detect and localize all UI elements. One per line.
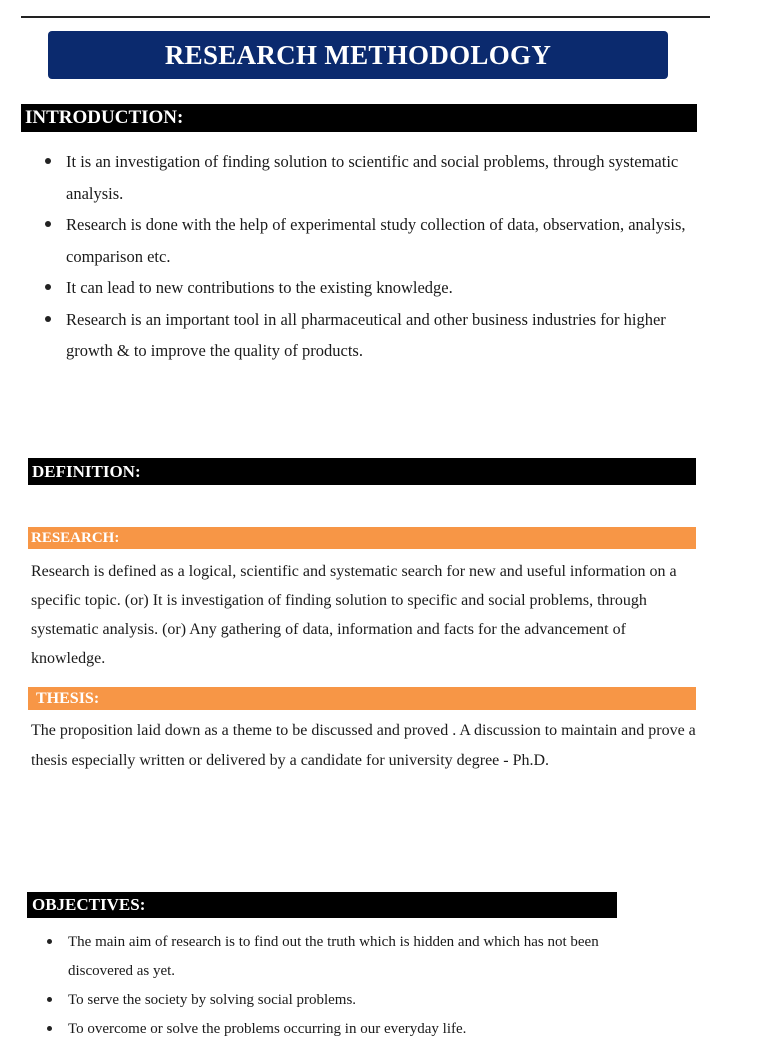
introduction-heading-bar <box>21 104 697 132</box>
title-banner <box>48 31 668 79</box>
list-item: To overcome or solve the problems occurring in our everyday life. <box>44 1015 624 1044</box>
definition-heading: DEFINITION: <box>32 461 141 481</box>
research-definition-text: Research is defined as a logical, scientific and systematic search for new and useful information on a specific topic. (or) It is investigation of finding solution to specific and social problems, through systematic analysis. (or) Any gathering of data, information and facts for the advancement of knowledge. <box>31 563 677 667</box>
list-item: Research is an important tool in all pharmaceutical and other business industries for higher growth & to improve the quality of products. <box>42 304 692 367</box>
thesis-label: THESIS: <box>36 689 100 707</box>
list-item: It is an investigation of finding solution to scientific and social problems, through systematic analysis. <box>42 146 692 209</box>
list-item: Research is done with the help of experimental study collection of data, observation, analysis, comparison etc. <box>42 209 692 272</box>
introduction-heading: INTRODUCTION: <box>25 107 184 128</box>
objectives-heading: OBJECTIVES: <box>32 895 146 914</box>
objectives-list <box>44 928 624 1044</box>
objectives-heading-bar <box>27 892 617 918</box>
thesis-definition-text: The proposition laid down as a theme to be discussed and proved . A discussion to maintain and prove a thesis especially written or delivered by a candidate for university degree - Ph.D. <box>31 722 696 769</box>
definition-heading-bar <box>28 458 696 485</box>
list-item: The main aim of research is to find out the truth which is hidden and which has not been discovered as yet. <box>44 928 624 986</box>
top-rule <box>21 16 710 18</box>
document-title: RESEARCH METHODOLOGY <box>164 39 552 70</box>
research-label: RESEARCH: <box>31 529 120 546</box>
introduction-list <box>42 146 692 367</box>
research-label-bar <box>28 527 696 549</box>
list-item: To serve the society by solving social problems. <box>44 986 624 1015</box>
thesis-label-bar <box>28 687 696 710</box>
list-item: It can lead to new contributions to the existing knowledge. <box>42 272 692 304</box>
